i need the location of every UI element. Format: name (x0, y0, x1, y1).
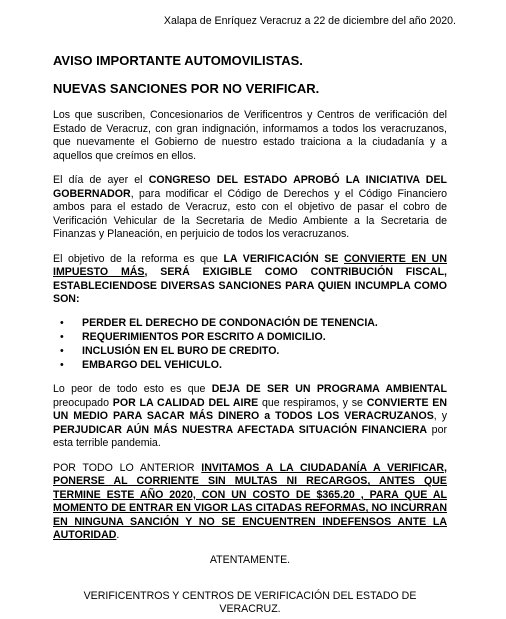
bullet-icon: • (60, 316, 64, 329)
paragraph-congress-text-1: El día de ayer el (53, 174, 149, 186)
paragraph-consequence-text-4: , y (433, 410, 447, 423)
paragraph-consequence-bold-4: PERJUDICAR AÚN MÁS NUESTRA AFECTADA SITUACIÓN FINANCIERA (53, 423, 428, 436)
sanction-text: PERDER EL DERECHO DE CONDONACIÓN DE TENENCIA. (82, 316, 378, 329)
paragraph-invitation-text-2: . (116, 529, 120, 542)
list-item (53, 316, 447, 330)
paragraph-consequence (53, 383, 447, 451)
paragraph-invitation-text-1: POR TODO LO ANTERIOR (53, 461, 202, 474)
signature-block: VERIFICENTROS Y CENTROS DE VERIFICACIÓN DEL ESTADO DE VERACRUZ. (83, 589, 417, 616)
sanction-text: EMBARGO DEL VEHICULO. (82, 359, 222, 372)
bullet-icon: • (60, 344, 64, 357)
bullet-icon: • (60, 330, 64, 343)
paragraph-reform-bold-1: LA VERIFICACIÓN SE (223, 252, 344, 265)
paragraph-reform (53, 253, 447, 307)
paragraph-consequence-text-2: preocupado (53, 396, 113, 409)
list-item (53, 344, 447, 358)
closing-line: ATENTAMENTE. (209, 553, 291, 566)
paragraph-consequence-text-5: por esta terrible pandemia. (53, 423, 447, 450)
document-body (53, 53, 447, 617)
paragraph-reform-bold-2: , SERÁ EXIGIBLE COMO CONTRIBUCIÓN FISCAL, ESTABLECIENDOSE DIVERSAS SANCIONES PARA QUIEN INCUMPLA COMO SON: (53, 266, 447, 305)
sanction-text: REQUERIMIENTOS POR ESCRITO A DOMICILIO. (82, 330, 326, 343)
paragraph-consequence-text-3: que respiramos, y se (258, 396, 367, 409)
list-item (53, 330, 447, 344)
paragraph-congress-bold-1: CONGRESO DEL ESTADO APROBÓ LA INICIATIVA DEL GOBERNADOR (53, 174, 447, 200)
list-item (53, 358, 447, 372)
sanctions-list (53, 316, 447, 373)
paragraph-congress (53, 174, 447, 242)
document-title: AVISO IMPORTANTE AUTOMOVILISTAS. (53, 53, 303, 68)
document-subtitle: NUEVAS SANCIONES POR NO VERIFICAR. (53, 81, 320, 96)
paragraph-invitation (53, 462, 447, 543)
paragraph-consequence-bold-1: DEJA DE SER UN PROGRAMA AMBIENTAL (211, 383, 447, 396)
paragraph-consequence-text-1: Lo peor de todo esto es que (53, 383, 212, 396)
bullet-icon: • (60, 359, 64, 372)
sanction-text: INCLUSIÓN EN EL BURO DE CREDITO. (82, 344, 280, 357)
paragraph-consequence-bold-3: CONVIERTE EN UN MEDIO PARA SACAR MÁS DINERO a TODOS LOS VERACRUZANOS (53, 396, 448, 423)
paragraph-reform-text-1: El objetivo de la reforma es que (53, 252, 224, 265)
paragraph-consequence-bold-2: POR LA CALIDAD DEL AIRE (112, 396, 259, 409)
paragraph-intro: Los que suscriben, Concesionarios de Verificentros y Centros de verificación del Estado de Veracruz, con gran indignación, informamos a todos los veracruzanos, que nuevamente el Gobierno de nuestro estado traiciona a la ciudadanía y a aquellos que creímos en ellos. (53, 109, 447, 162)
paragraph-invitation-underlined: INVITAMOS A LA CIUDADANÍA A VERIFICAR, PONERSE AL CORRIENTE SIN MULTAS NI RECARGOS, ANTES QUE TERMINE ESTE AÑO 2020, CON UN COSTO DE $365.20 , PARA QUE AL MOMENTO DE ENTRAR EN VIGOR LAS CITADAS REFORMAS, NO INCURRAN EN NINGUNA SANCIÓN Y NO SE ENCUENTREN INDEFENSOS ANTE LA AUTORIDAD (53, 461, 447, 542)
paragraph-congress-text-2: , para modificar el Código de Derechos y el Código Financiero ambos para el estado de Veracruz, esto con el objetivo de pasar el cobro de Verificación Vehicular de la Secretaria de Medio Ambiente a la Secretaria de Finanzas y Planeación, en perjuicio de todos los veracruzanos. (53, 187, 447, 240)
date-line: Xalapa de Enríquez Veracruz a 22 de diciembre del año 2020. (163, 15, 456, 27)
paragraph-reform-underlined: CONVIERTE EN UN IMPUESTO MÁS (53, 252, 447, 278)
